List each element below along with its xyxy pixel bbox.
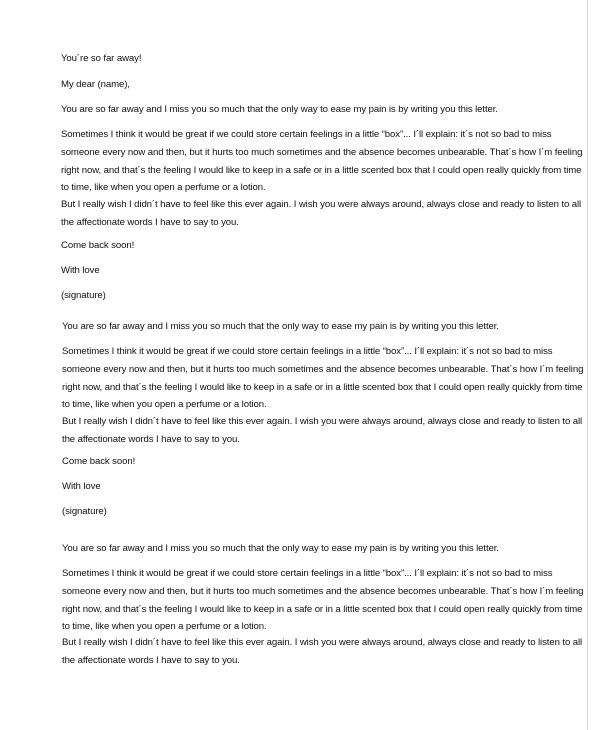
section-2-intro: You are so far away and I miss you so much that the only way to ease my pain is by writing you this letter. [62,321,499,332]
section-1-signature: (signature) [61,290,106,301]
section-1-body-2: But I really wish I didn´t have to feel like this ever again. I wish you were always around, always close and ready to listen to all the affectionate words I have to say to you. [61,199,582,228]
section-3-body-1: Sometimes I think it would be great if we could store certain feelings in a little “box”... I´ll explain: it´s not so bad to miss someone every now and then, but it hurts too much sometimes and the absence becomes unbearable. That´s how I´m feeling right now, and that´s the feeling I would like to keep in a safe or in a little scented box that I could open really quickly from time to time, like when you open a perfume or a lotion. [62,568,584,633]
section-2-body-1: Sometimes I think it would be great if we could store certain feelings in a little “box”... I´ll explain: it´s not so bad to miss someone every now and then, but it hurts too much sometimes and the absence becomes unbearable. That´s how I´m feeling right now, and that´s the feeling I would like to keep in a safe or in a little scented box that I could open really quickly from time to time, like when you open a perfume or a lotion. [62,346,584,411]
section-2-signoff: With love [62,481,101,492]
letter-title: You´re so far away! [61,53,142,64]
section-2-body-2: But I really wish I didn´t have to feel like this ever again. I wish you were always around, always close and ready to listen to all the affectionate words I have to say to you. [62,416,583,445]
section-3-intro: You are so far away and I miss you so much that the only way to ease my pain is by writing you this letter. [62,543,499,554]
section-2-signature: (signature) [62,506,107,517]
section-1-closing: Come back soon! [61,240,135,251]
section-1-body-1: Sometimes I think it would be great if we could store certain feelings in a little “box”... I´ll explain: it´s not so bad to miss someone every now and then, but it hurts too much sometimes and the absence becomes unbearable. That´s how I´m feeling right now, and that´s the feeling I would like to keep in a safe or in a little scented box that I could open really quickly from time to time, like when you open a perfume or a lotion. [61,129,583,194]
section-2-closing: Come back soon! [62,456,136,467]
section-1-intro: You are so far away and I miss you so much that the only way to ease my pain is by writing you this letter. [61,104,498,115]
salutation: My dear (name), [61,79,130,90]
section-3-body-2: But I really wish I didn´t have to feel like this ever again. I wish you were always around, always close and ready to listen to all the affectionate words I have to say to you. [62,637,583,666]
section-1-signoff: With love [61,265,100,276]
